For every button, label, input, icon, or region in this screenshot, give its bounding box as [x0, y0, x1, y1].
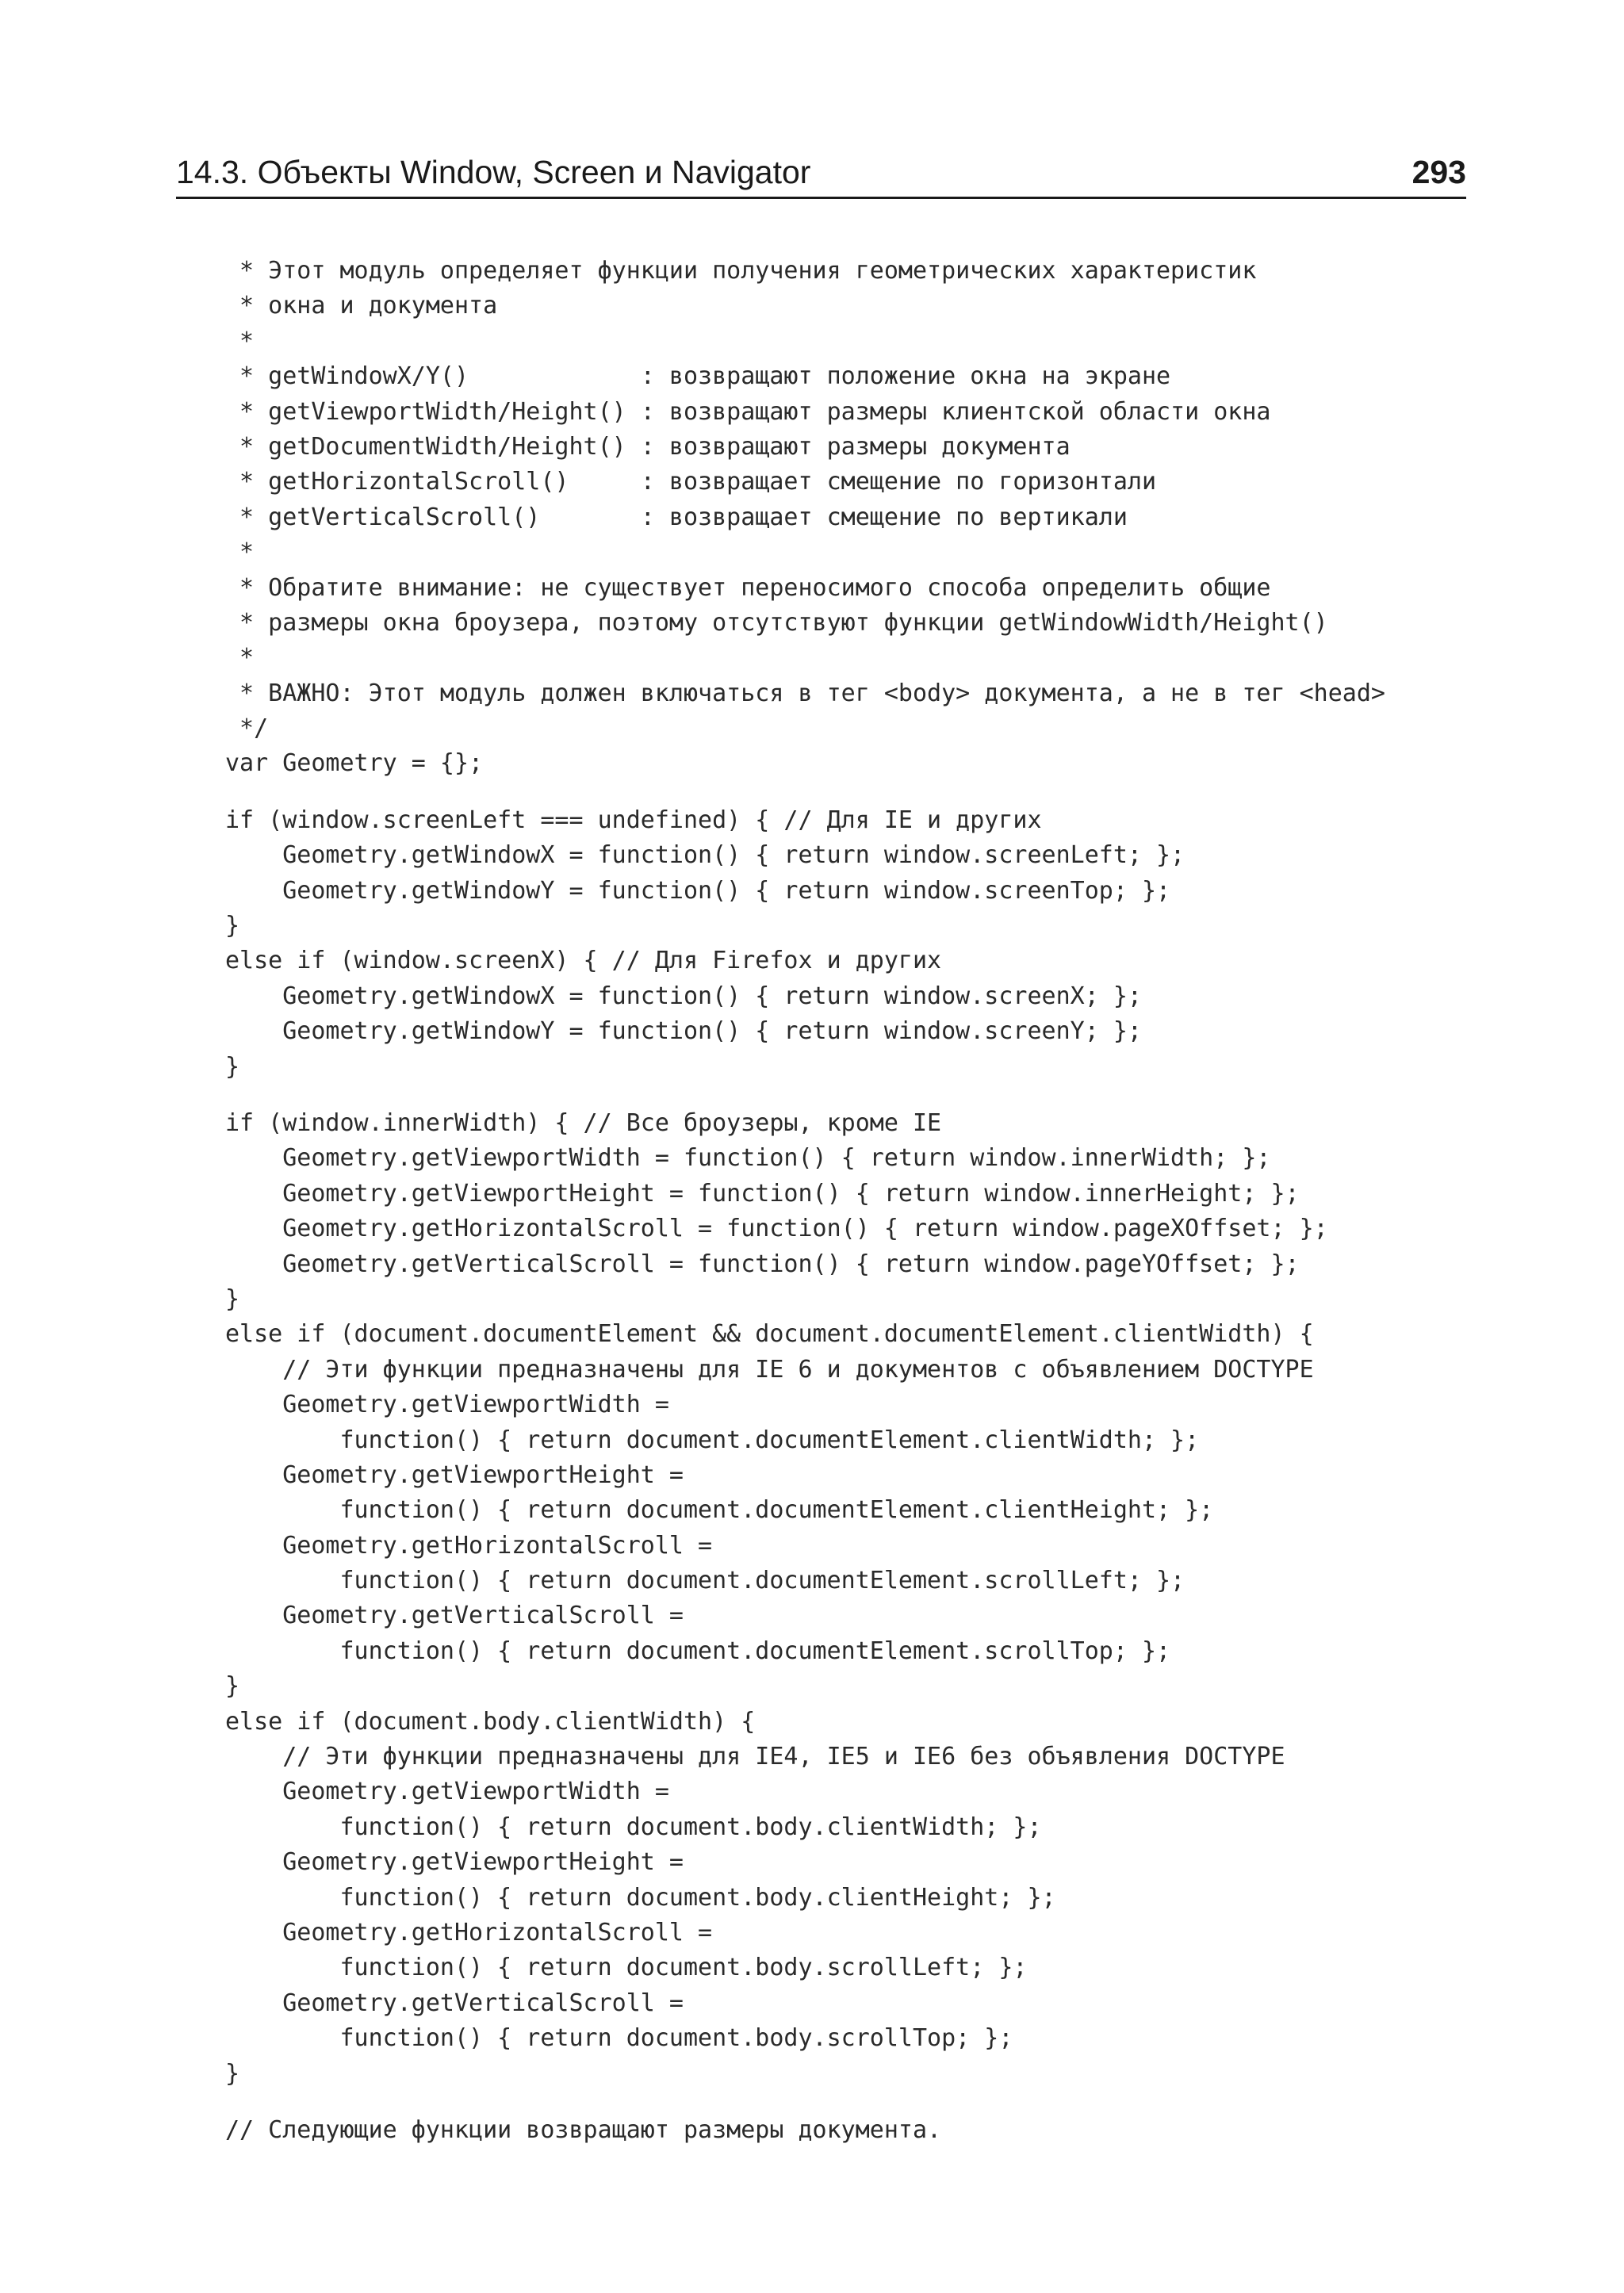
- code-line: if (window.innerWidth) { // Все броузеры, кроме IE: [225, 1108, 942, 1137]
- code-line: Geometry.getVerticalScroll =: [225, 1989, 684, 2017]
- code-line: * getHorizontalScroll() : возвращает смещение по горизонтали: [225, 468, 1156, 496]
- code-line: }: [225, 912, 240, 940]
- blank-line-gap: [225, 1085, 1510, 1106]
- code-line: * getViewportWidth/Height() : возвращают размеры клиентской области окна: [225, 397, 1271, 426]
- code-line: * getVerticalScroll() : возвращает смещение по вертикали: [225, 503, 1128, 531]
- code-line: function() { return document.body.scrollLeft; };: [225, 1954, 1028, 1982]
- code-line: *: [225, 538, 255, 567]
- code-line: Geometry.getHorizontalScroll =: [225, 1531, 713, 1560]
- code-line: function() { return document.documentElement.clientWidth; };: [225, 1426, 1200, 1454]
- code-line: *: [225, 644, 255, 672]
- code-line: * getDocumentWidth/Height() : возвращают размеры документа: [225, 432, 1071, 461]
- code-line: * ВАЖНО: Этот модуль должен включаться в тег <body> документа, а не в тег <head>: [225, 679, 1385, 707]
- code-line: Geometry.getWindowX = function() { return window.screenLeft; };: [225, 841, 1185, 870]
- code-line: else if (window.screenX) { // Для Firefox и других: [225, 947, 942, 975]
- code-line: Geometry.getViewportWidth =: [225, 1778, 669, 1806]
- code-line: function() { return document.documentElement.clientHeight; };: [225, 1496, 1214, 1525]
- code-line: Geometry.getWindowY = function() { return window.screenTop; };: [225, 876, 1171, 905]
- code-line: }: [225, 1052, 240, 1081]
- blank-line-gap: [225, 2092, 1510, 2113]
- code-line: Geometry.getWindowX = function() { return window.screenX; };: [225, 982, 1142, 1010]
- code-line: // Эти функции предназначены для IE4, IE5 и IE6 без объявления DOCTYPE: [225, 1743, 1285, 1771]
- code-line: * Обратите внимание: не существует переносимого способа определить общие: [225, 573, 1271, 602]
- code-line: function() { return document.documentElement.scrollTop; };: [225, 1636, 1171, 1665]
- code-line: function() { return document.body.clientWidth; };: [225, 1813, 1042, 1841]
- code-line: Geometry.getViewportWidth =: [225, 1391, 669, 1419]
- code-line: Geometry.getViewportHeight =: [225, 1848, 684, 1877]
- blank-line-gap: [225, 782, 1510, 803]
- code-line: * размеры окна броузера, поэтому отсутствуют функции getWindowWidth/Height(): [225, 608, 1328, 637]
- code-line: Geometry.getViewportHeight = function() { return window.innerHeight; };: [225, 1179, 1300, 1208]
- code-line: Geometry.getWindowY = function() { return window.screenY; };: [225, 1017, 1142, 1046]
- code-line: }: [225, 2059, 240, 2088]
- code-line: Geometry.getVerticalScroll =: [225, 1602, 684, 1630]
- code-listing: [225, 254, 1510, 2148]
- code-line: else if (document.body.clientWidth) {: [225, 1707, 756, 1736]
- code-line: }: [225, 1672, 240, 1701]
- section-title: 14.3. Объекты Window, Screen и Navigator: [176, 154, 811, 190]
- code-line: Geometry.getViewportHeight =: [225, 1460, 684, 1489]
- code-line: Geometry.getHorizontalScroll =: [225, 1918, 713, 1947]
- code-line: Geometry.getVerticalScroll = function() { return window.pageYOffset; };: [225, 1250, 1300, 1278]
- code-line: // Следующие функции возвращают размеры документа.: [225, 2115, 942, 2144]
- code-line: if (window.screenLeft === undefined) { // Для IE и других: [225, 806, 1042, 834]
- code-line: * Этот модуль определяет функции получения геометрических характеристик: [225, 257, 1257, 285]
- code-line: else if (document.documentElement && document.documentElement.clientWidth) {: [225, 1320, 1314, 1349]
- code-line: var Geometry = {};: [225, 749, 484, 778]
- code-line: function() { return document.body.scrollTop; };: [225, 2024, 1013, 2053]
- code-line: function() { return document.documentElement.scrollLeft; };: [225, 1567, 1185, 1595]
- running-head: [176, 147, 1466, 199]
- page-number: 293: [1411, 154, 1466, 190]
- code-line: * окна и документа: [225, 292, 498, 320]
- code-line: */: [225, 714, 269, 743]
- code-line: }: [225, 1284, 240, 1313]
- code-line: function() { return document.body.clientHeight; };: [225, 1883, 1056, 1912]
- code-line: Geometry.getHorizontalScroll = function() { return window.pageXOffset; };: [225, 1215, 1328, 1243]
- code-line: Geometry.getViewportWidth = function() { return window.innerWidth; };: [225, 1144, 1271, 1173]
- code-line: * getWindowX/Y() : возвращают положение окна на экране: [225, 362, 1171, 391]
- code-line: // Эти функции предназначены для IE 6 и документов с объявлением DOCTYPE: [225, 1355, 1314, 1384]
- code-line: *: [225, 327, 255, 355]
